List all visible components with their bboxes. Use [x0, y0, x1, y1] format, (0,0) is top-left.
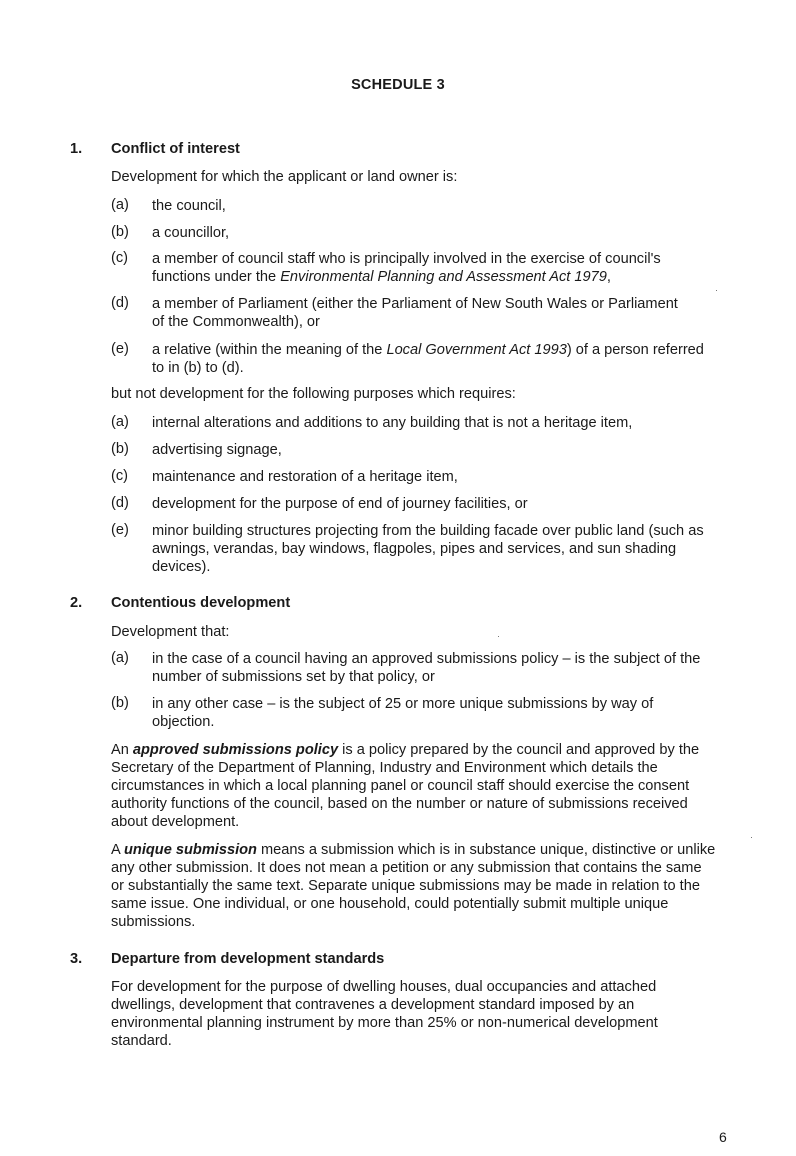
section-1-connector: but not development for the following purposes which requires:: [111, 386, 516, 402]
s1b-item-b-label: (b): [111, 441, 129, 457]
s1a-item-c-text: [152, 250, 717, 286]
s1a-item-c-label: (c): [111, 250, 129, 266]
s1b-item-e-label: (e): [111, 522, 129, 538]
section-1-intro: Development for which the applicant or land owner is:: [111, 169, 458, 185]
page-number: 6: [719, 1129, 727, 1145]
s1b-item-a-label: (a): [111, 414, 129, 430]
s2-item-b-text: in any other case – is the subject of 25 or more unique submissions by way of objection.: [152, 696, 654, 730]
s1a-item-a-label: (a): [111, 197, 129, 213]
section-3-body: For development for the purpose of dwelling houses, dual occupancies and attached dwellings, development that contravenes a development standard imposed by an environmental planning instrument by more than 25% or non-numerical development standard.: [111, 979, 658, 1049]
s1b-item-d-label: (d): [111, 495, 129, 511]
s1a-item-a-text: the council,: [152, 198, 226, 214]
s1a-item-e-text-after: ) of a person referred to in (b) to (d).: [152, 342, 704, 376]
section-3-number: 3.: [70, 951, 83, 967]
scan-speck: [498, 636, 499, 637]
scan-speck: [716, 290, 717, 291]
s1a-item-e-label: (e): [111, 341, 129, 357]
def2-post: means a submission which is in substance unique, distinctive or unlike any other submission. It does not mean a petition or any submission that contains the same or substantially the same text. Separate unique submissions may be made in relation to the same issue. One individual, or one household, could potentially submit multiple unique submissions.: [111, 842, 716, 930]
def2-pre: A: [111, 842, 124, 858]
s1a-item-c-text-before: a member of council staff who is principally involved in the exercise of council's functions under the: [152, 251, 661, 285]
s1b-item-b-text: advertising signage,: [152, 442, 282, 458]
section-1-number: 1.: [70, 141, 83, 157]
s2-item-b-label: (b): [111, 695, 129, 711]
s1a-item-b-text: a councillor,: [152, 225, 230, 241]
act-reference-lga: Local Government Act 1993: [386, 342, 567, 358]
section-1-heading: Conflict of interest: [111, 141, 240, 157]
s1a-item-c-text-after: ,: [606, 269, 611, 285]
s1a-item-d-label: (d): [111, 295, 129, 311]
scan-speck: [751, 837, 752, 838]
s1b-item-c-text: maintenance and restoration of a heritage item,: [152, 469, 458, 485]
s1b-item-d-text: development for the purpose of end of journey facilities, or: [152, 496, 528, 512]
s2-item-a-label: (a): [111, 650, 129, 666]
page-title: SCHEDULE 3: [351, 77, 445, 93]
definition-approved-submissions-policy: [111, 741, 717, 831]
s1a-item-e-text: [152, 341, 717, 377]
s1b-item-c-label: (c): [111, 468, 129, 484]
def1-post: is a policy prepared by the council and approved by the Secretary of the Department of Planning, Industry and Environment which details the circumstances in which a local planning panel or council staff should exercise the consent authority functions of the council, based on the number or nature of submissions received about development.: [111, 742, 700, 830]
def1-term: approved submissions policy: [132, 742, 339, 758]
def1-pre: An: [111, 742, 133, 758]
section-2-heading: Contentious development: [111, 595, 291, 611]
definition-unique-submission: [111, 841, 717, 931]
s1a-item-d-text: a member of Parliament (either the Parliament of New South Wales or Parliament of the Commonwealth), or: [152, 296, 678, 330]
s1b-item-a-text: internal alterations and additions to any building that is not a heritage item,: [152, 415, 633, 431]
act-reference-epa: Environmental Planning and Assessment Act 1979: [280, 269, 607, 285]
section-2-intro: Development that:: [111, 624, 230, 640]
s1a-item-b-label: (b): [111, 224, 129, 240]
s1a-item-e-text-before: a relative (within the meaning of the: [152, 342, 387, 358]
s1b-item-e-text: minor building structures projecting from the building facade over public land (such as awnings, verandas, bay windows, flagpoles, pipes and services, and sun shading devices).: [152, 523, 704, 575]
section-2-number: 2.: [70, 595, 83, 611]
s2-item-a-text: in the case of a council having an approved submissions policy – is the subject of the number of submissions set by that policy, or: [152, 651, 701, 685]
def2-term: unique submission: [123, 842, 257, 858]
section-3-heading: Departure from development standards: [111, 951, 385, 967]
